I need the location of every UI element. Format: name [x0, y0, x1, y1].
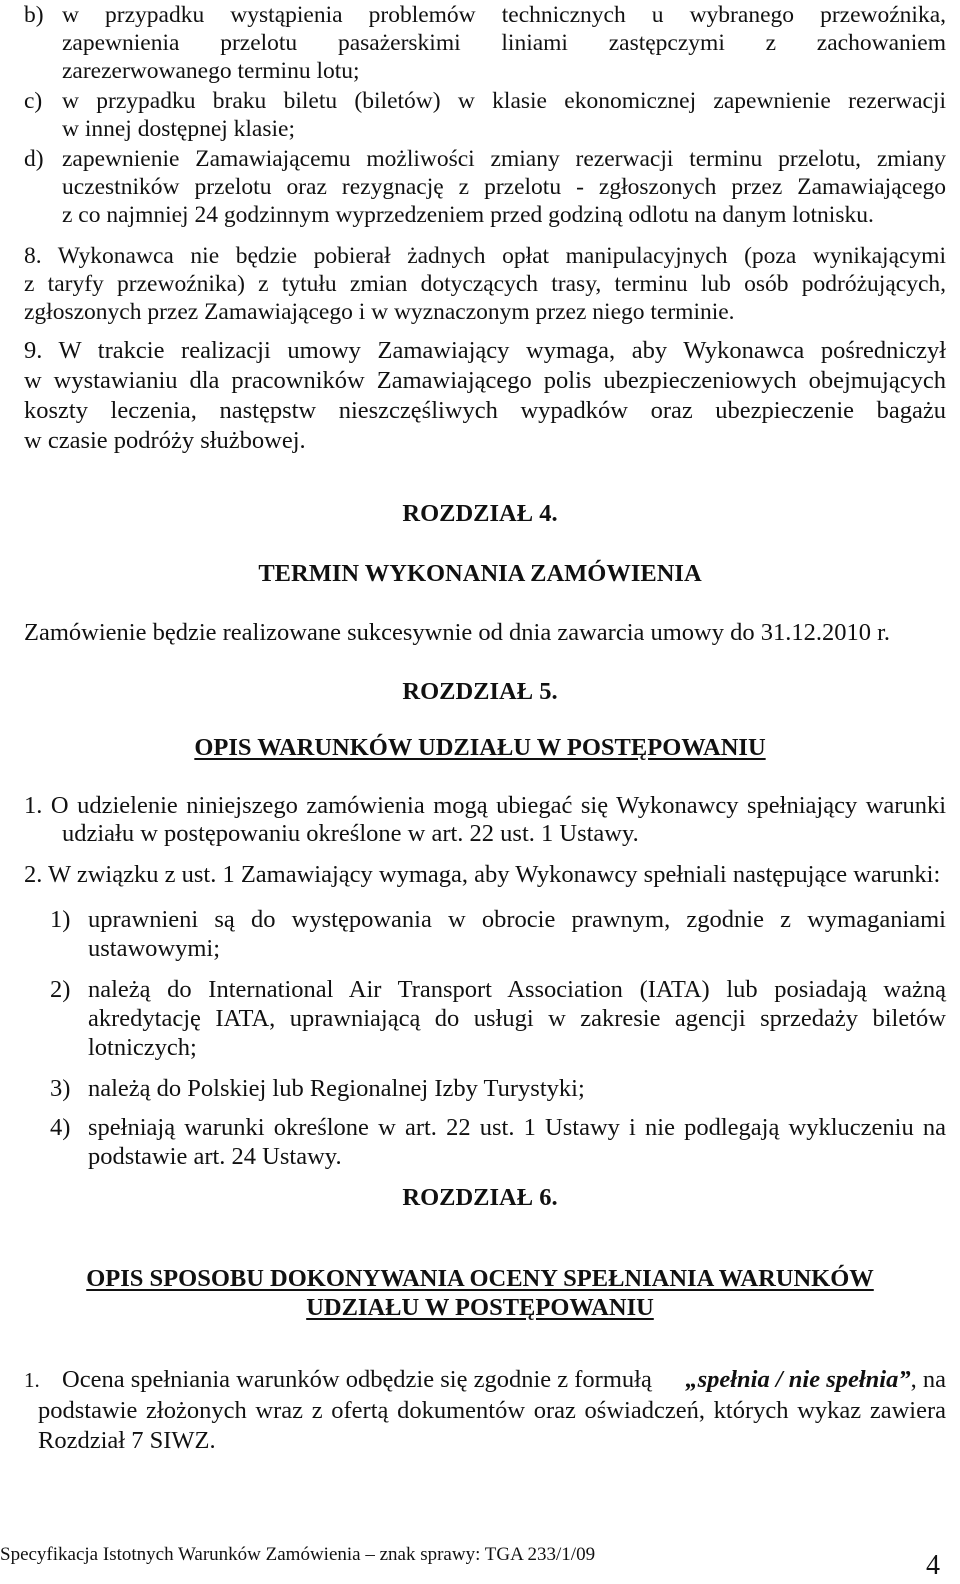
- chapter-6-p1-emphasis: „spełnia / nie spełnia”: [685, 1366, 911, 1393]
- chapter-6-title-line-1: OPIS SPOSOBU DOKONYWANIA OCENY SPEŁNIANIA WARUNKÓW: [86, 1265, 874, 1292]
- chapter-6-number: ROZDZIAŁ 6.: [402, 1184, 558, 1211]
- condition-1-line-2: ustawowymi;: [88, 935, 221, 962]
- point-9-line-1: 9. W trakcie realizacji umowy Zamawiający wymaga, aby Wykonawca pośredniczył: [24, 337, 946, 364]
- condition-2-line-2: akredytację IATA, uprawniającą do usługi w zakresie agencji sprzedaży biletów: [88, 1005, 946, 1032]
- list-label-c: c): [24, 88, 43, 114]
- condition-4-label: 4): [50, 1114, 71, 1141]
- chapter-4-number: ROZDZIAŁ 4.: [402, 500, 558, 527]
- chapter-6-p1-line-2: podstawie złożonych wraz z ofertą dokumentów oraz oświadczeń, których wykaz zawiera: [38, 1397, 946, 1424]
- page-number: 4: [926, 1550, 940, 1581]
- point-9-line-3: koszty leczenia, następstw nieszczęśliwych wypadków oraz ubezpieczenie bagażu: [24, 397, 946, 424]
- condition-4-line-2: podstawie art. 24 Ustawy.: [88, 1143, 342, 1170]
- condition-1-line-1: uprawnieni są do występowania w obrocie prawnym, zgodnie z wymaganiami: [88, 906, 946, 933]
- item-b-line-1: w przypadku wystąpienia problemów technicznych u wybranego przewoźnika,: [62, 2, 946, 28]
- item-b-line-3: zarezerwowanego terminu lotu;: [62, 58, 360, 84]
- point-8-line-2: z taryfy przewoźnika) z tytułu zmian dotyczących trasy, terminu lub osób podróżujących,: [24, 271, 946, 297]
- chapter-6-p1-line-3: Rozdział 7 SIWZ.: [38, 1427, 216, 1454]
- chapter-6-title-line-2: UDZIAŁU W POSTĘPOWANIU: [306, 1294, 654, 1321]
- item-b-line-2: zapewnienia przelotu pasażerskimi liniami zastępczymi z zachowaniem: [62, 30, 946, 56]
- item-d-line-1: zapewnienie Zamawiającemu możliwości zmiany rezerwacji terminu przelotu, zmiany: [62, 146, 946, 172]
- chapter-6-p1-label: 1.: [24, 1368, 40, 1392]
- chapter-4-title: TERMIN WYKONANIA ZAMÓWIENIA: [258, 560, 702, 587]
- point-8-line-1: 8. Wykonawca nie będzie pobierał żadnych opłat manipulacyjnych (poza wynikającymi: [24, 243, 946, 269]
- item-c-line-1: w przypadku braku biletu (biletów) w klasie ekonomicznej zapewnienie rezerwacji: [62, 88, 946, 114]
- list-label-b: b): [24, 2, 44, 28]
- condition-3-line-1: należą do Polskiej lub Regionalnej Izby Turystyki;: [88, 1075, 585, 1102]
- point-9-line-4: w czasie podróży służbowej.: [24, 427, 306, 454]
- item-d-line-3: z co najmniej 24 godzinnym wyprzedzeniem przed godziną odlotu na danym lotnisku.: [62, 202, 874, 228]
- condition-2-line-3: lotniczych;: [88, 1034, 197, 1061]
- point-9-line-2: w wystawianiu dla pracowników Zamawiającego polis ubezpieczeniowych obejmujących: [24, 367, 946, 394]
- condition-1-label: 1): [50, 906, 71, 933]
- condition-2-line-1: należą do International Air Transport Association (IATA) lub posiadają ważną: [88, 976, 946, 1003]
- chapter-6-p1-emph-wrap: [685, 1365, 946, 1395]
- chapter-6-p1-text-after: , na: [910, 1366, 946, 1393]
- condition-2-label: 2): [50, 976, 71, 1003]
- chapter-5-p1-line-2: udziału w postępowaniu określone w art. 22 ust. 1 Ustawy.: [62, 820, 639, 847]
- chapter-5-p2: 2. W związku z ust. 1 Zamawiający wymaga, aby Wykonawcy spełniali następujące warunki:: [24, 861, 941, 888]
- chapter-5-number: ROZDZIAŁ 5.: [402, 678, 558, 705]
- condition-4-line-1: spełniają warunki określone w art. 22 ust. 1 Ustawy i nie podlegają wykluczeniu na: [88, 1114, 946, 1141]
- point-8-line-3: zgłoszonych przez Zamawiającego i w wyznaczonym przez niego terminie.: [24, 299, 735, 325]
- item-d-line-2: uczestników przelotu oraz rezygnację z przelotu - zgłoszonych przez Zamawiającego: [62, 174, 946, 200]
- footer-text: Specyfikacja Istotnych Warunków Zamówienia – znak sprawy: TGA 233/1/09: [0, 1544, 596, 1565]
- list-label-d: d): [24, 146, 44, 172]
- chapter-5-title: OPIS WARUNKÓW UDZIAŁU W POSTĘPOWANIU: [194, 734, 766, 761]
- chapter-6-p1-text-before: Ocena spełniania warunków odbędzie się zgodnie z formułą: [62, 1366, 652, 1393]
- chapter-6-p1-line-1: [62, 1365, 946, 1395]
- condition-3-label: 3): [50, 1075, 71, 1102]
- chapter-4-text: Zamówienie będzie realizowane sukcesywnie od dnia zawarcia umowy do 31.12.2010 r.: [24, 619, 891, 646]
- chapter-5-p1-line-1: 1. O udzielenie niniejszego zamówienia mogą ubiegać się Wykonawcy spełniający warunki: [24, 792, 946, 819]
- item-c-line-2: w innej dostępnej klasie;: [62, 116, 295, 142]
